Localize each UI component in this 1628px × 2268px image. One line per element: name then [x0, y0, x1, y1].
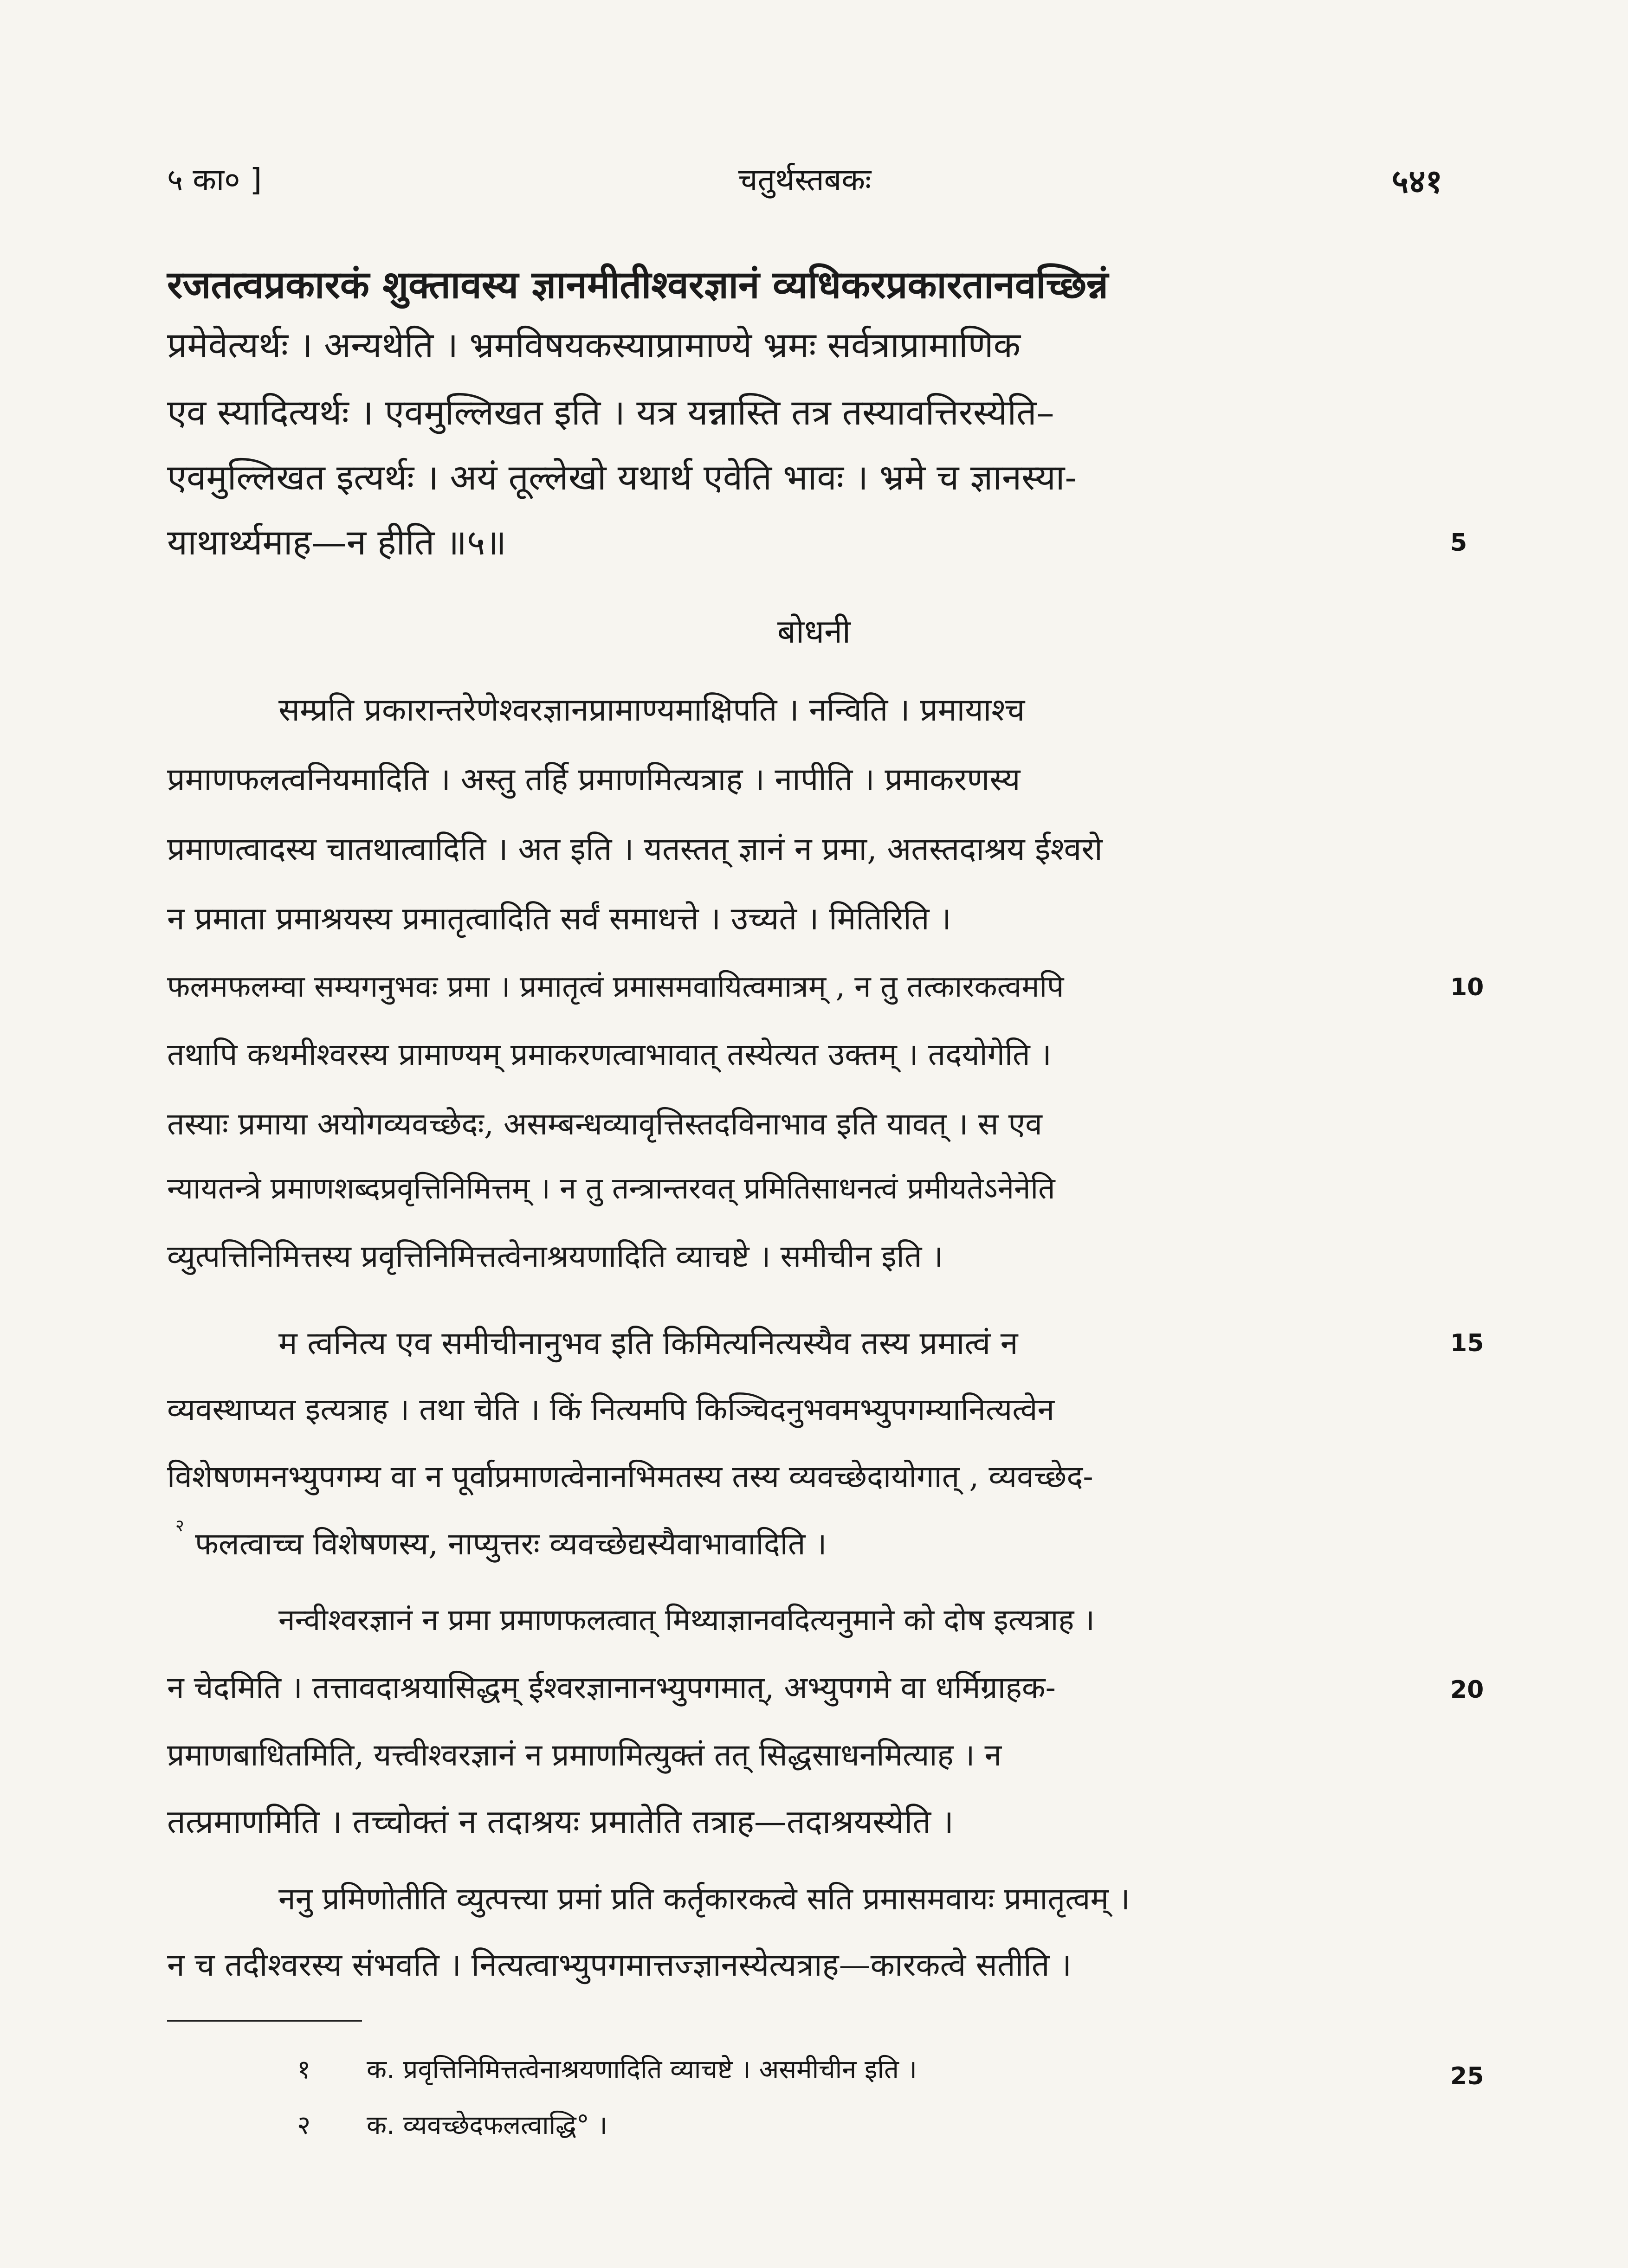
text-line: एव स्यादित्यर्थः । एवमुल्लिखत इति । यत्र यन्नास्ति तत्र तस्यावत्तिरस्येति–: [167, 392, 1054, 433]
text-line: प्रमाणफलत्वनियमादिति । अस्तु तर्हि प्रमाणमित्यत्राह । नापीति । प्रमाकरणस्य: [167, 761, 1021, 798]
text-line: व्युत्पत्तिनिमित्तस्य प्रवृत्तिनिमित्तत्वेनाश्रयणादिति व्याचष्टे । समीचीन इति ।: [167, 1238, 943, 1274]
footnote-text: क. व्यवच्छेदफलत्वाद्धि° ।: [367, 2110, 607, 2140]
footnote: [297, 2051, 917, 2086]
text-line: प्रमाणत्वादस्य चातथात्वादिति । अत इति । यतस्तत् ज्ञानं न प्रमा, अतस्तदाश्रय ईश्वरो: [167, 831, 1103, 868]
text-line: फलमफलम्वा सम्यगनुभवः प्रमा । प्रमातृत्वं प्रमासमवायित्वमात्रम् , न तु तत्कारकत्वमपि: [167, 970, 1064, 1004]
footnote-text: क. प्रवृत्तिनिमित्तत्वेनाश्रयणादिति व्याचष्टे । असमीचीन इति ।: [367, 2055, 917, 2085]
text-line: रजतत्वप्रकारकं शुक्तावस्य ज्ञानमीतीश्वरज्ञानं व्यधिकरप्रकारतानवच्छिन्नं: [167, 263, 1108, 307]
text-line: न चेदमिति । तत्तावदाश्रयासिद्धम् ईश्वरज्ञानानभ्युपगमात्, अभ्युपगमे वा धर्मिग्राहक-: [167, 1670, 1056, 1706]
text-line: विशेषणमनभ्युपगम्य वा न पूर्वाप्रमाणत्वेनानभिमतस्य तस्य व्यवच्छेदायोगात् , व्यवच्छेद-: [167, 1459, 1093, 1495]
text-line: व्यवस्थाप्यत इत्यत्राह । तथा चेति । किं नित्यमपि किञ्चिदनुभवमभ्युपगम्यानित्यत्वेन: [167, 1392, 1055, 1427]
header-title: चतुर्थस्तबकः: [738, 162, 872, 198]
text-line: एवमुल्लिखत इत्यर्थः । अयं तूल्लेखो यथार्थ एवेति भावः । भ्रमे च ज्ञानस्या-: [167, 457, 1077, 498]
page-number: ५४१: [1391, 162, 1442, 200]
text-line: न्यायतन्त्रे प्रमाणशब्दप्रवृत्तिनिमित्तम् । न तु तन्त्रान्तरवत् प्रमितिसाधनत्वं प्रमीयतेऽनेनेति: [167, 1172, 1055, 1206]
text-line: याथार्थ्यमाह—न हीति ॥५॥: [167, 522, 507, 563]
text-line: न प्रमाता प्रमाश्रयस्य प्रमातृत्वादिति सर्वं समाधत्ते । उच्यते । मितिरिति ।: [167, 901, 951, 937]
section-title: बोधनी: [777, 612, 851, 651]
text-line: फलत्वाच्च विशेषणस्य, नाप्युत्तरः व्यवच्छेद्यस्यैवाभावादिति ।: [195, 1526, 827, 1562]
text-line: तस्याः प्रमाया अयोगव्यवच्छेदः, असम्बन्धव्यावृत्तिस्तदविनाभाव इति यावत् । स एव: [167, 1106, 1042, 1142]
footnote-mark: २: [175, 1516, 184, 1535]
footnote: [297, 2107, 607, 2142]
text-line: तत्प्रमाणमिति । तच्चोक्तं न तदाश्रयः प्रमातेति तत्राह—तदाश्रयस्येति ।: [167, 1803, 954, 1841]
line-number: 10: [1450, 973, 1484, 1001]
header-left: ५ का० ]: [167, 162, 262, 198]
text-line: नन्वीश्वरज्ञानं न प्रमा प्रमाणफलत्वात् मिथ्याज्ञानवदित्यनुमाने को दोष इत्यत्राह ।: [278, 1603, 1095, 1637]
text-line: प्रमाणबाधितमिति, यत्त्वीश्वरज्ञानं न प्रमाणमित्युक्तं तत् सिद्धसाधनमित्याह । न: [167, 1737, 1002, 1773]
line-number: 15: [1450, 1329, 1484, 1357]
text-line: न च तदीश्वरस्य संभवति । नित्यत्वाभ्युपगमात्तज्ज्ञानस्येत्यत्राह—कारकत्वे सतीति ।: [167, 1947, 1072, 1984]
text-line: प्रमेवेत्यर्थः । अन्यथेति । भ्रमविषयकस्याप्रामाण्ये भ्रमः सर्वत्राप्रामाणिक: [167, 324, 1021, 366]
text-line: ननु प्रमिणोतीति व्युत्पत्त्या प्रमां प्रति कर्तृकारकत्वे सति प्रमासमवायः प्रमातृत्वम् ।: [278, 1881, 1130, 1917]
footnote-number: २: [297, 2110, 311, 2140]
footnote-number: १: [297, 2055, 311, 2085]
running-header: [167, 153, 1442, 213]
line-number: 20: [1450, 1676, 1484, 1704]
text-line: तथापि कथमीश्वरस्य प्रामाण्यम् प्रमाकरणत्वाभावात् तस्येत्यत उक्तम् । तदयोगेति ।: [167, 1037, 1052, 1072]
text-line: सम्प्रति प्रकारान्तरेणेश्वरज्ञानप्रामाण्यमाक्षिपति । नन्विति । प्रमायाश्च: [278, 692, 1025, 728]
footnote-separator: [167, 2020, 362, 2022]
text-line: म त्वनित्य एव समीचीनानुभव इति किमित्यनित्यस्यैव तस्य प्रमात्वं न: [278, 1325, 1018, 1362]
line-number: 5: [1450, 529, 1467, 557]
line-number: 25: [1450, 2062, 1484, 2090]
